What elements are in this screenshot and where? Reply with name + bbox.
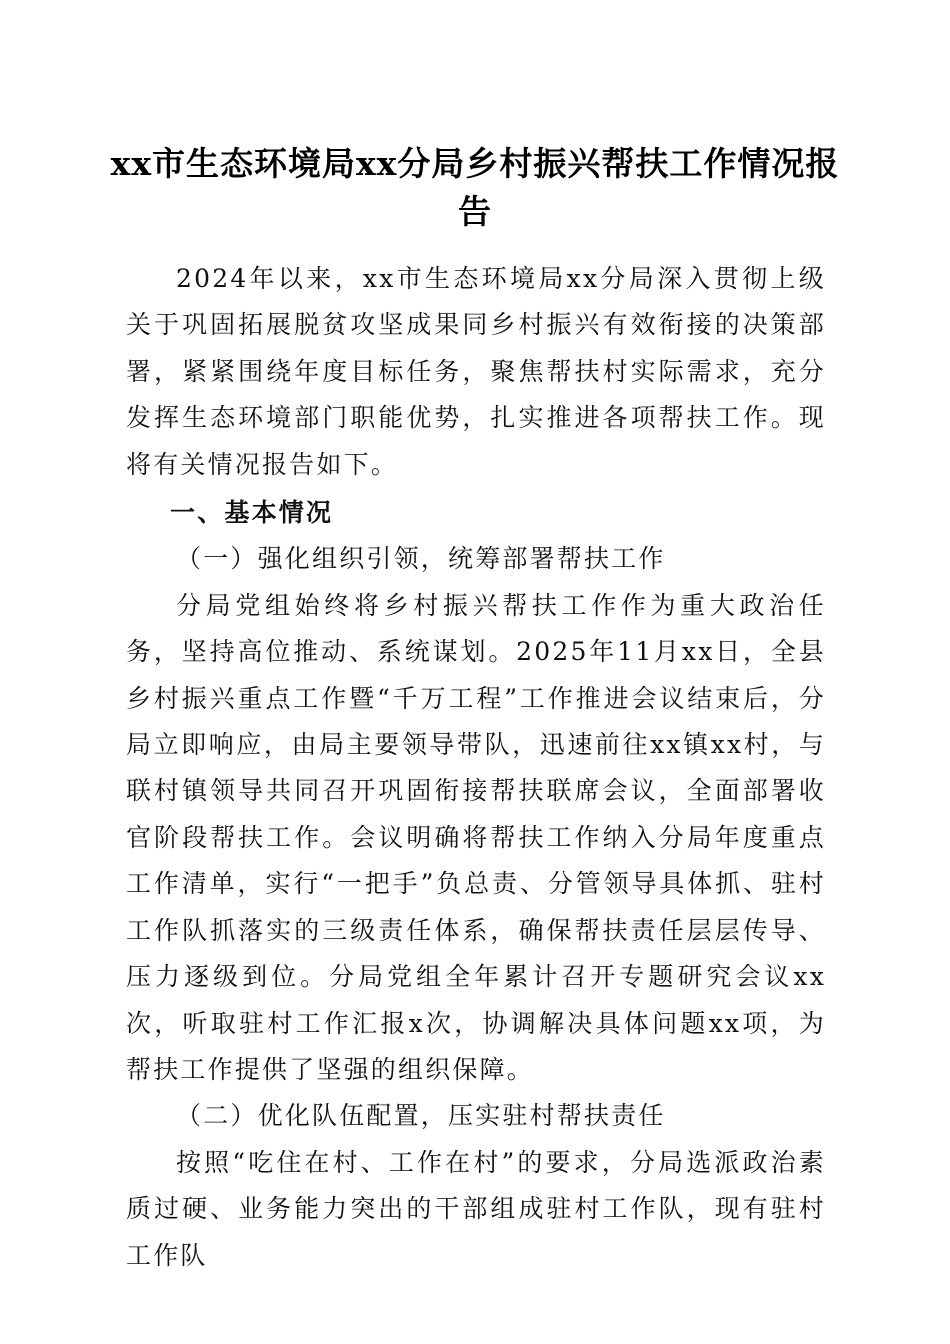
subsection-heading-1: （一）强化组织引领，统筹部署帮扶工作 <box>176 544 666 574</box>
body-paragraph-2: 按照“吃住在村、工作在村”的要求，分局选派政治素质过硬、业务能力突出的干部组成驻村工作队，现有驻村工作队 <box>126 1147 826 1270</box>
subsection-heading-2: （二）优化队伍配置，压实驻村帮扶责任 <box>176 1101 666 1131</box>
document-title: xx市生态环境局xx分局乡村振兴帮扶工作情况报告 <box>110 144 840 231</box>
body-paragraph-1: 分局党组始终将乡村振兴帮扶工作作为重大政治任务，坚持高位推动、系统谋划。2025年11月xx日，全县乡村振兴重点工作暨“千万工程”工作推进会议结束后，分局立即响应，由局主要领导带队，迅速前往xx镇xx村，与联村镇领导共同召开巩固衔接帮扶联席会议，全面部署收官阶段帮扶工作。会议明确将帮扶工作纳入分局年度重点工作清单，实行“一把手”负总责、分管领导具体抓、驻村工作队抓落实的三级责任体系，确保帮扶责任层层传导、压力逐级到位。分局党组全年累计召开专题研究会议xx次，听取驻村工作汇报x次，协调解决具体问题xx项，为帮扶工作提供了坚强的组织保障。 <box>126 590 826 1084</box>
document-body <box>126 256 826 1279</box>
intro-paragraph: 2024年以来，xx市生态环境局xx分局深入贯彻上级关于巩固拓展脱贫攻坚成果同乡村振兴有效衔接的决策部署，紧紧围绕年度目标任务，聚焦帮扶村实际需求，充分发挥生态环境部门职能优势，扎实推进各项帮扶工作。现将有关情况报告如下。 <box>126 264 826 479</box>
section-heading-basic-situation: 一、基本情况 <box>170 498 334 528</box>
